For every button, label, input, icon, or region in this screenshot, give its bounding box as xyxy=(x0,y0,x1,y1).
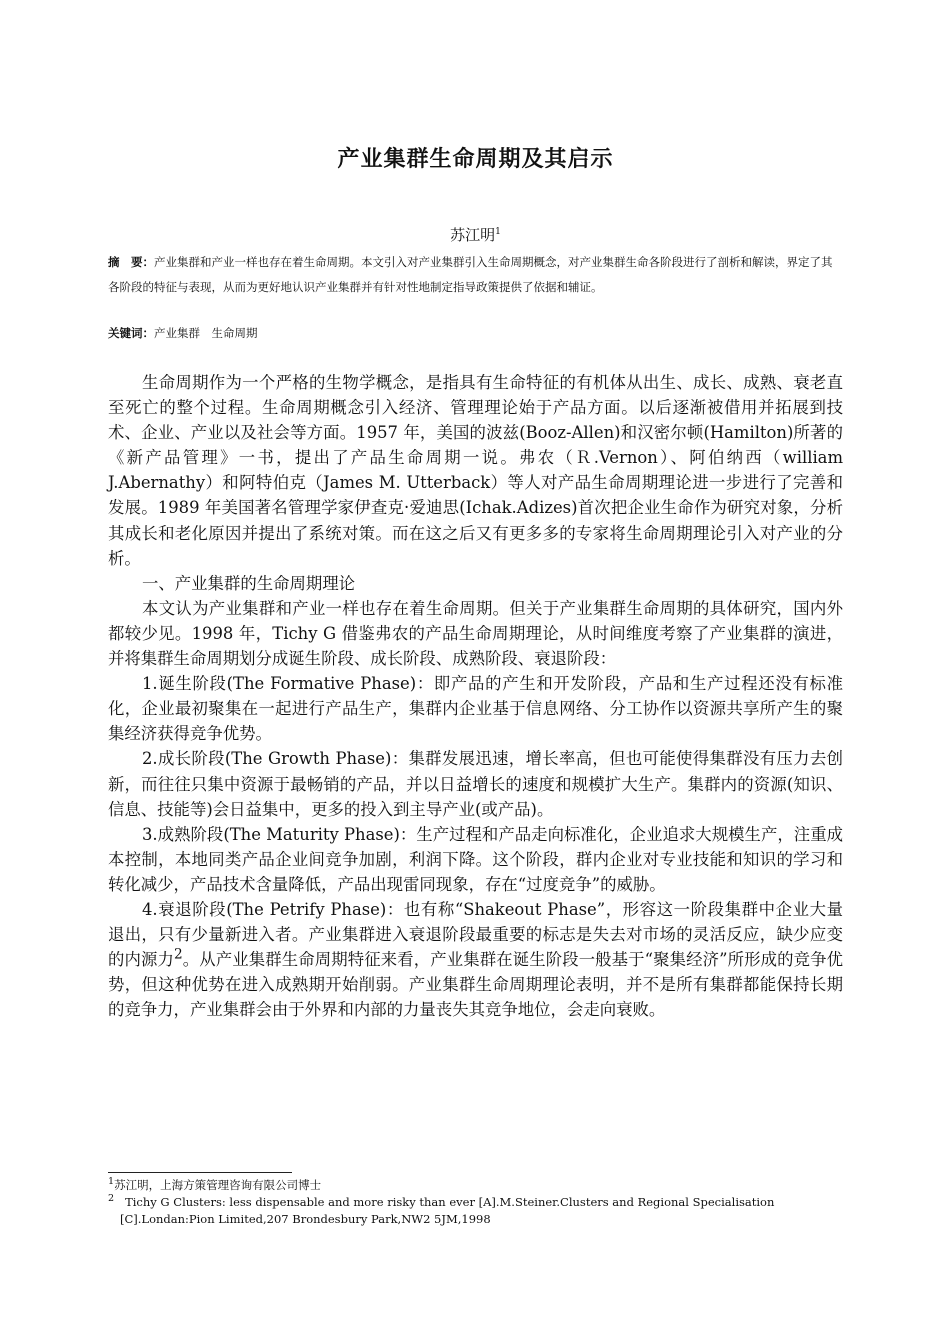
section-heading: 一、产业集群的生命周期理论 xyxy=(142,573,356,593)
paragraph-overview: 本文认为产业集群和产业一样也存在着生命周期。但关于产业集群生命周期的具体研究，国内外都较少见。1998 年，Tichy G 借鉴弗农的产品生命周期理论，从时间维度考察了产业集群的演进，并将集群生命周期划分成诞生阶段、成长阶段、成熟阶段、衰退阶段： xyxy=(108,598,843,669)
paragraph-petrify-phase xyxy=(108,897,843,1022)
footnote-2-mark: 2 xyxy=(108,1193,115,1205)
keywords xyxy=(108,322,843,344)
author-footnote-mark: 1 xyxy=(495,227,501,237)
footnote-1-mark: 1 xyxy=(108,1176,115,1188)
petrify-text-part2: 。从产业集群生命周期特征来看，产业集群在诞生阶段一般基于“聚集经济”所形成的竞争优势，但这种优势在进入成熟期开始削弱。产业集群生命周期理论表明，并不是所有集群都能保持长期的竞争力，产业集群会由于外界和内部的力量丧失其竞争地位，会走向衰败。 xyxy=(108,950,843,1020)
footnote-2 xyxy=(108,1194,843,1228)
abstract xyxy=(108,250,843,300)
keywords-label: 关键词： xyxy=(108,326,154,340)
footnotes xyxy=(108,1177,843,1228)
footnote-ref-2: 2 xyxy=(173,946,183,963)
footnote-2-text: Tichy G Clusters: less dispensable and more risky than ever [A].M.Steiner.Clusters and Regional Specialisation [C].Londan:Pion Limited,207 Brondesbury Park,NW2 5JM,1998 xyxy=(120,1195,775,1226)
author-line xyxy=(108,224,843,245)
footnote-1 xyxy=(108,1177,843,1194)
paragraph-maturity-phase: 3.成熟阶段(The Maturity Phase)：生产过程和产品走向标准化，企业追求大规模生产，注重成本控制，本地同类产品企业间竞争加剧，利润下降。这个阶段，群内企业对专业技能和知识的学习和转化减少，产品技术含量降低，产品出现雷同现象，存在“过度竞争”的威胁。 xyxy=(108,824,843,894)
author-name: 苏江明 xyxy=(450,226,496,244)
paragraph-intro: 生命周期作为一个严格的生物学概念，是指具有生命特征的有机体从出生、成长、成熟、衰老直至死亡的整个过程。生命周期概念引入经济、管理理论始于产品方面。以后逐渐被借用并拓展到技术、企业、产业以及社会等方面。1957 年，美国的波兹(Booz-Allen)和汉密尔顿(Hamilton)所著的《新产品管理》一书，提出了产品生命周期一说。弗农（Ｒ.Vernon）、阿伯纳西（william J.Abernathy）和阿特伯克（James M. Utterback）等人对产品生命周期理论进一步进行了完善和发展。1989 年美国著名管理学家伊查克·爱迪思(Ichak.Adizes)首次把企业生命作为研究对象，分析其成长和老化原因并提出了系统对策。而在这之后又有更多多的专家将生命周期理论引入对产业的分析。 xyxy=(108,373,843,568)
footnote-1-text: 苏江明，上海方策管理咨询有限公司博士 xyxy=(114,1178,322,1192)
abstract-label: 摘 要： xyxy=(108,255,154,269)
footnote-divider xyxy=(108,1172,292,1173)
petrify-text-part1: 4.衰退阶段(The Petrify Phase)：也有称“Shakeout Phase”，形容这一阶段集群中企业大量退出，只有少量新进入者。产业集群进入衰退阶段最重要的标志是失去对市场的灵活反应，缺少应变的内源力 xyxy=(108,899,843,970)
page-title: 产业集群生命周期及其启示 xyxy=(337,147,614,172)
keywords-text: 产业集群 生命周期 xyxy=(154,326,258,340)
body-text xyxy=(108,370,843,1022)
paragraph-formative-phase: 1.诞生阶段(The Formative Phase)：即产品的产生和开发阶段，产品和生产过程还没有标准化，企业最初聚集在一起进行产品生产，集群内企业基于信息网络、分工协作以资源共享所产生的聚集经济获得竞争优势。 xyxy=(108,674,843,744)
abstract-text: 产业集群和产业一样也存在着生命周期。本文引入对产业集群引入生命周期概念，对产业集群生命各阶段进行了剖析和解读，界定了其各阶段的特征与表现，从而为更好地认识产业集群并有针对性地制定指导政策提供了依据和辅证。 xyxy=(108,255,833,294)
paragraph-growth-phase: 2.成长阶段(The Growth Phase)：集群发展迅速，增长率高，但也可能使得集群没有压力去创新，而往往只集中资源于最畅销的产品，并以日益增长的速度和规模扩大生产。集群内的资源(知识、信息、技能等)会日益集中，更多的投入到主导产业(或产品)。 xyxy=(108,749,843,819)
